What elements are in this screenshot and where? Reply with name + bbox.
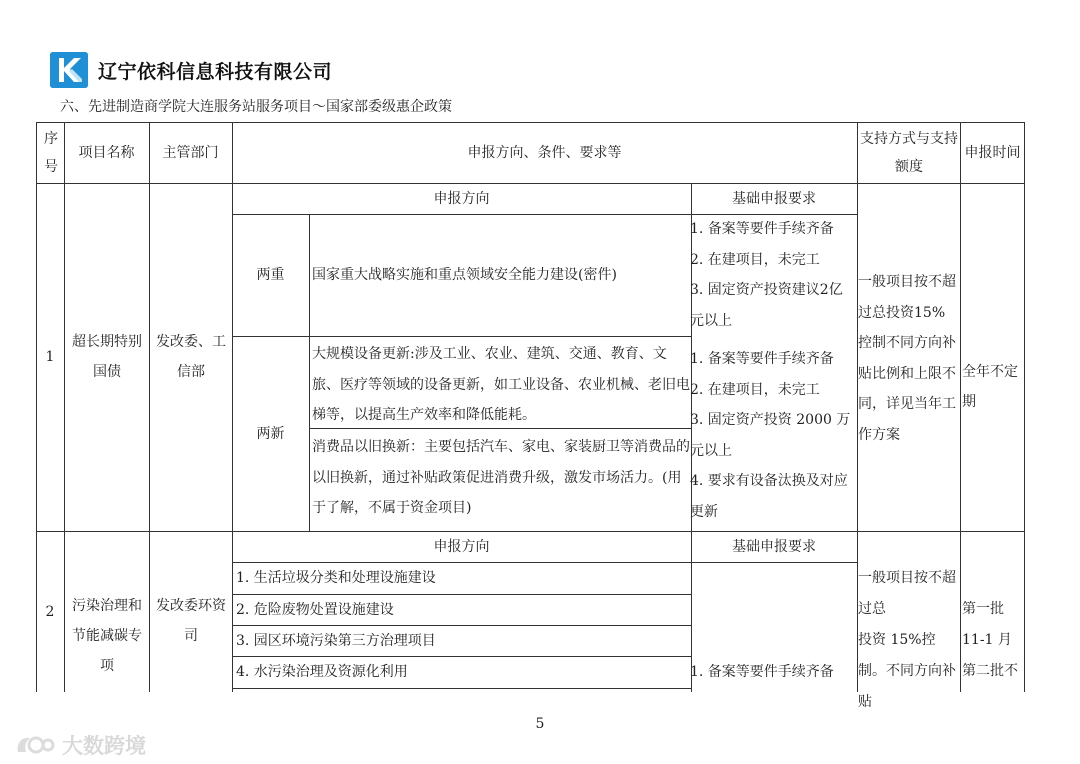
header-time: 申报时间 bbox=[964, 144, 1021, 161]
header-department: 主管部门 bbox=[162, 144, 219, 161]
page-number: 5 bbox=[535, 716, 545, 732]
company-name: 辽宁依科信息科技有限公司 bbox=[98, 60, 333, 83]
row2-subheader-requirement: 基础申报要求 bbox=[732, 538, 816, 555]
row2-project: 污染治理和节能减碳专项 bbox=[72, 598, 142, 674]
header-support: 支持方式与支持额度 bbox=[860, 131, 958, 175]
row2-item-3: 3. 园区环境污染第三方治理项目 bbox=[236, 633, 436, 649]
row1-group1-requirements: 1. 备案等要件手续齐备 2. 在建项目，未完工 3. 固定资产投资建议2亿元以上 bbox=[690, 221, 843, 329]
row1-group1-item: 国家重大战略实施和重点领域安全能力建设(密件) bbox=[312, 267, 617, 283]
row2-requirements: 1. 备案等要件手续齐备 bbox=[690, 664, 834, 680]
company-logo-icon bbox=[50, 52, 88, 88]
row2-item-2: 2. 危险废物处置设施建设 bbox=[236, 602, 394, 618]
row1-subheader-requirement: 基础申报要求 bbox=[732, 190, 816, 207]
watermark-text: 大数跨境 bbox=[62, 734, 146, 758]
header-direction: 申报方向、条件、要求等 bbox=[467, 144, 622, 161]
row2-department: 发改委环资司 bbox=[156, 598, 226, 644]
header-project: 项目名称 bbox=[78, 144, 135, 161]
row1-support: 一般项目按不超过总投资15%控制不同方向补贴比例和上限不同，详见当年工作方案 bbox=[858, 274, 956, 443]
row1-group-label-liangxin: 两新 bbox=[256, 425, 285, 442]
row2-index: 2 bbox=[45, 603, 55, 620]
row1-time: 全年不定期 bbox=[962, 364, 1018, 410]
watermark bbox=[14, 730, 146, 760]
row1-group2-item-equipment: 大规模设备更新:涉及工业、农业、建筑、交通、教育、文旅、医疗等领域的设备更新，如工业设备、农业机械、老旧电梯等，以提高生产效率和降低能耗。 bbox=[312, 346, 690, 423]
row2-time: 第一批 11-1 月 第二批不 bbox=[962, 601, 1018, 679]
row2-subheader-direction: 申报方向 bbox=[433, 538, 490, 555]
row2-item-4: 4. 水污染治理及资源化利用 bbox=[236, 664, 408, 680]
row2-support: 一般项目按不超过总 投资 15%控制。不同方向补贴 bbox=[858, 570, 956, 710]
row1-group2-item-consumer: 消费品以旧换新：主要包括汽车、家电、家装厨卫等消费品的以旧换新，通过补贴政策促进消费升级，激发市场活力。(用于了解，不属于资金项目) bbox=[312, 439, 690, 516]
row1-index: 1 bbox=[45, 349, 55, 365]
watermark-logo-icon bbox=[14, 732, 56, 758]
header-index: 序号 bbox=[44, 131, 58, 175]
row1-department: 发改委、工信部 bbox=[156, 334, 226, 380]
header bbox=[50, 52, 332, 88]
row2-item-1: 1. 生活垃圾分类和处理设施建设 bbox=[236, 570, 436, 586]
section-title: 六、先进制造商学院大连服务站服务项目～国家部委级惠企政策 bbox=[60, 99, 452, 115]
row1-group2-requirements: 1. 备案等要件手续齐备 2. 在建项目，未完工 3. 固定资产投资 2000 万元以上 4. 要求有设备汰换及对应更新 bbox=[690, 351, 851, 520]
row1-project: 超长期特别国债 bbox=[72, 334, 142, 380]
row1-subheader-direction: 申报方向 bbox=[433, 190, 490, 207]
row1-group-label-liangzhong: 两重 bbox=[256, 267, 285, 283]
